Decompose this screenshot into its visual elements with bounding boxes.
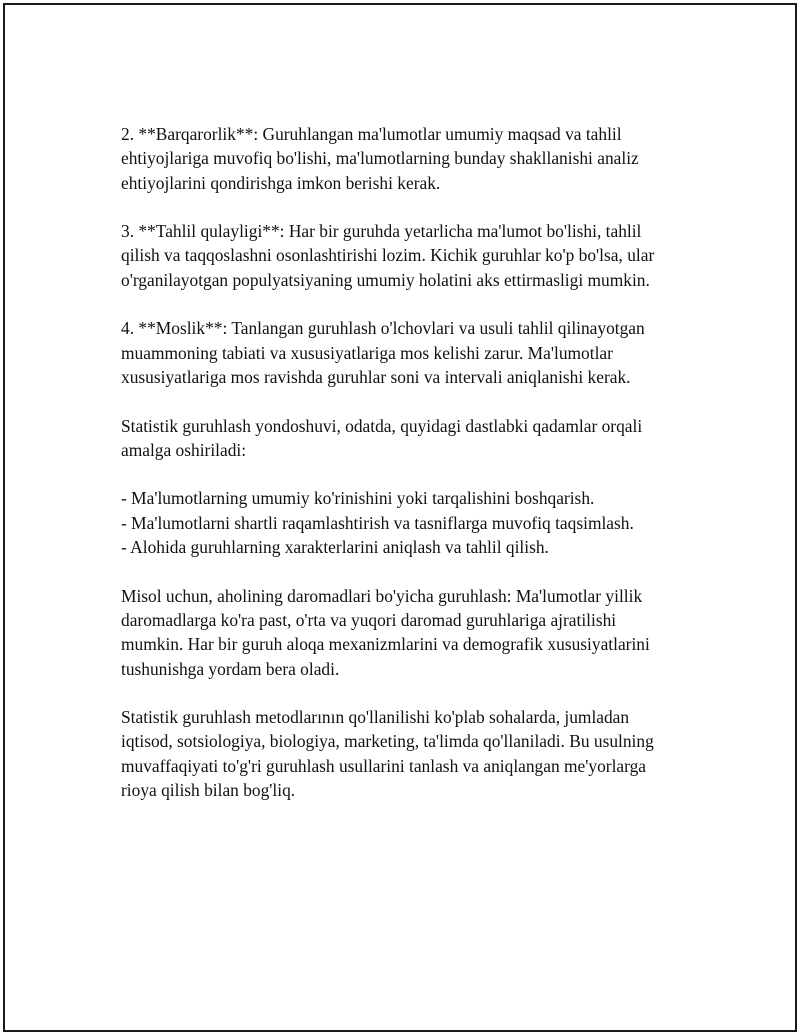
criterion-stability-paragraph [121,122,721,195]
steps-list [121,486,721,559]
text-line: 3. **Tahlil qulayligi**: Har bir guruhda yetarlicha ma'lumot bo'lishi, tahlil [121,221,642,242]
text-line: xususiyatlariga mos ravishda guruhlar soni va intervali aniqlanishi kerak. [121,366,631,387]
list-item: - Ma'lumotlarni shartli raqamlashtirish va tasniflarga muvofiq taqsimlash. [121,512,634,533]
criterion-analysis-convenience-paragraph [121,219,721,292]
text-line: Statistik guruhlash yondoshuvi, odatda, quyidagi dastlabki qadamlar orqali [121,415,643,436]
text-line: mumkin. Har bir guruh aloqa mexanizmlarini va demografik xususiyatlarini [121,634,650,655]
criterion-compatibility-paragraph [121,316,721,389]
list-item: - Alohida guruhlarning xarakterlarini aniqlash va tahlil qilish. [121,537,549,558]
application-areas-paragraph [121,705,721,802]
text-line: qilish va taqqoslashni osonlashtirishi lozim. Kichik guruhlar ko'p bo'lsa, ular [121,245,655,266]
text-line: Misol uchun, aholining daromadlari bo'yicha guruhlash: Ma'lumotlar yillik [121,585,643,606]
text-line: muammoning tabiati va xususiyatlariga mos kelishi zarur. Ma'lumotlar [121,342,613,363]
document-body [121,122,721,827]
example-paragraph [121,584,721,681]
text-line: muvaffaqiyati to'g'ri guruhlash usullarini tanlash va aniqlangan me'yorlarga [121,755,647,776]
text-line: Statistik guruhlash metodlarının qo'llanilishi ko'plab sohalarda, jumladan [121,707,630,728]
text-line: ehtiyojlarini qondirishga imkon berishi kerak. [121,172,441,193]
text-line: 2. **Barqarorlik**: Guruhlangan ma'lumotlar umumiy maqsad va tahlil [121,124,622,144]
text-line: ehtiyojlariga muvofiq bo'lishi, ma'lumotlarning bunday shakllanishi analiz [121,148,639,169]
list-item: - Ma'lumotlarning umumiy ko'rinishini yoki tarqalishini boshqarish. [121,488,595,509]
text-line: o'rganilayotgan populyatsiyaning umumiy holatini aks ettirmasligi mumkin. [121,269,650,290]
page-frame [3,3,797,1032]
text-line: rioya qilish bilan bog'liq. [121,780,296,801]
approach-intro-paragraph [121,414,721,463]
text-line: daromadlarga ko'ra past, o'rta va yuqori daromad guruhlariga ajratilishi [121,609,617,630]
text-line: amalga oshiriladi: [121,439,247,460]
text-line: 4. **Moslik**: Tanlangan guruhlash o'lchovlari va usuli tahlil qilinayotgan [121,318,645,339]
text-line: tushunishga yordam bera oladi. [121,658,340,679]
text-line: iqtisod, sotsiologiya, biologiya, marketing, ta'limda qo'llaniladi. Bu usulning [121,731,654,752]
